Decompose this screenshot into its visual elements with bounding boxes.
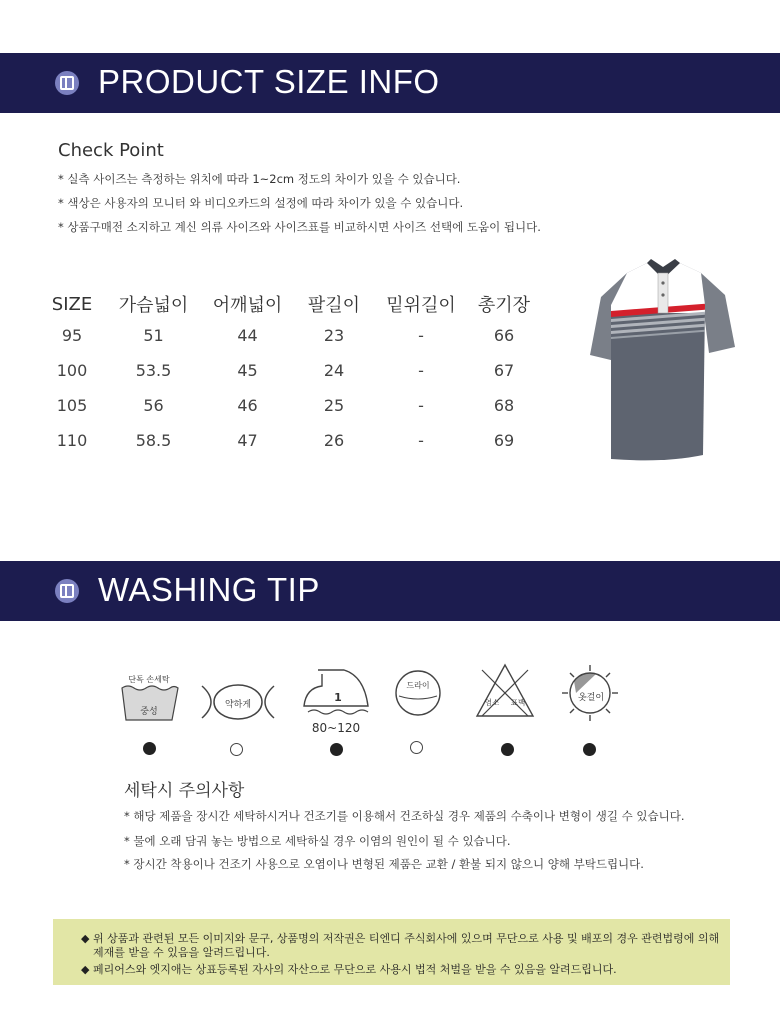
- col-sleeve: 팔길이: [307, 295, 361, 316]
- table-row: [48, 353, 550, 388]
- dry-clean-empty-dot: [410, 741, 423, 754]
- cell: 53.5: [135, 361, 172, 380]
- washing-tip-header: [0, 561, 780, 621]
- washing-tip-title: WASHING TIP: [98, 571, 320, 608]
- dry-clean-icon: [393, 668, 443, 718]
- caution-heading: 세탁시 주의사항: [124, 781, 245, 801]
- table-row: [48, 423, 550, 458]
- brand-logo-icon: [55, 71, 79, 95]
- cell: 56: [143, 396, 164, 415]
- hang-dry-label: 옷걸이: [577, 693, 605, 703]
- cell: 110: [56, 431, 88, 450]
- hang-dry-filled-dot: [583, 743, 596, 756]
- cell: -: [418, 361, 424, 380]
- no-bleach-label: 염소: [484, 698, 500, 707]
- cell: 95: [61, 326, 83, 345]
- cell: 25: [323, 396, 345, 415]
- cell: -: [418, 326, 424, 345]
- cell: 66: [493, 326, 515, 345]
- no-bleach-icon: [474, 662, 536, 720]
- notice-line: ◆ 위 상품과 관련된 모든 이미지와 문구, 상품명의 저작권은 티엔디 주식회사에 있으며 무단으로 사용 및 배포의 경우 관련법령에 의해: [81, 932, 720, 945]
- caution-note: * 물에 오래 담궈 놓는 방법으로 세탁하실 경우 이염의 원인이 될 수 있습니다.: [124, 834, 511, 848]
- hand-wash-label: 단독 손세탁: [128, 675, 170, 684]
- cell: 24: [323, 361, 345, 380]
- cell: -: [418, 396, 424, 415]
- cell: 26: [323, 431, 345, 450]
- brand-logo-icon: [55, 579, 79, 603]
- size-info-header: [0, 53, 780, 113]
- iron-temp-label: 80~120: [311, 721, 361, 735]
- col-rise: 밑위길이: [386, 295, 456, 316]
- col-size: SIZE: [51, 293, 93, 315]
- col-length: 총기장: [477, 295, 531, 316]
- hand-wash-label: 중성: [140, 707, 158, 717]
- cell: 105: [56, 396, 88, 415]
- caution-note: * 장시간 착용이나 건조기 사용으로 오염이나 변형된 제품은 교환 / 환불 되지 않으니 양해 부탁드립니다.: [124, 857, 644, 871]
- col-chest: 가슴넓이: [118, 295, 189, 316]
- cell: 46: [237, 396, 258, 415]
- check-point-heading: Check Point: [58, 140, 164, 161]
- gentle-wash-empty-dot: [230, 743, 243, 756]
- gentle-wash-label: 약하게: [224, 700, 252, 710]
- cell: 45: [237, 361, 258, 380]
- cell: 67: [493, 361, 515, 380]
- size-info-title: PRODUCT SIZE INFO: [98, 63, 440, 100]
- check-point-note: * 색상은 사용자의 모니터 와 비디오카드의 설정에 따라 차이가 있을 수 있습니다.: [58, 196, 464, 210]
- cell: 47: [237, 431, 258, 450]
- size-table-header: [48, 290, 550, 318]
- cell: 51: [143, 326, 164, 345]
- iron-filled-dot: [330, 743, 343, 756]
- size-table: [48, 290, 550, 458]
- cell: 23: [323, 326, 345, 345]
- polo-shirt-image: [585, 255, 740, 465]
- dry-clean-label: 드라이: [406, 681, 430, 690]
- no-bleach-filled-dot: [501, 743, 514, 756]
- cell: 69: [493, 431, 515, 450]
- notice-line: ◆ 페리어스와 엣지애는 상표등록된 자사의 자산으로 무단으로 사용시 법적 처벌을 받을 수 있음을 알려드립니다.: [81, 963, 617, 976]
- cell: 44: [237, 326, 258, 345]
- cell: 100: [56, 361, 88, 380]
- notice-line: 제재를 받을 수 있음을 알려드립니다.: [93, 946, 270, 959]
- col-shoulder: 어깨넓이: [212, 295, 283, 316]
- copyright-notice: [53, 919, 730, 985]
- check-point-note: * 상품구매전 소지하고 계신 의류 사이즈와 사이즈표를 비교하시면 사이즈 선택에 도움이 됩니다.: [58, 220, 541, 234]
- cell: 68: [493, 396, 515, 415]
- cell: -: [418, 431, 424, 450]
- check-point-note: * 실측 사이즈는 측정하는 위치에 따라 1~2cm 정도의 차이가 있을 수 있습니다.: [58, 172, 461, 186]
- table-row: [48, 388, 550, 423]
- iron-level-label: 1: [334, 691, 342, 704]
- hand-wash-filled-dot: [143, 742, 156, 755]
- table-row: [48, 318, 550, 353]
- no-bleach-label: 표백: [510, 698, 526, 707]
- caution-note: * 해당 제품을 장시간 세탁하시거나 건조기를 이용해서 건조하실 경우 제품의 수축이나 변형이 생길 수 있습니다.: [124, 809, 685, 823]
- cell: 58.5: [135, 431, 172, 450]
